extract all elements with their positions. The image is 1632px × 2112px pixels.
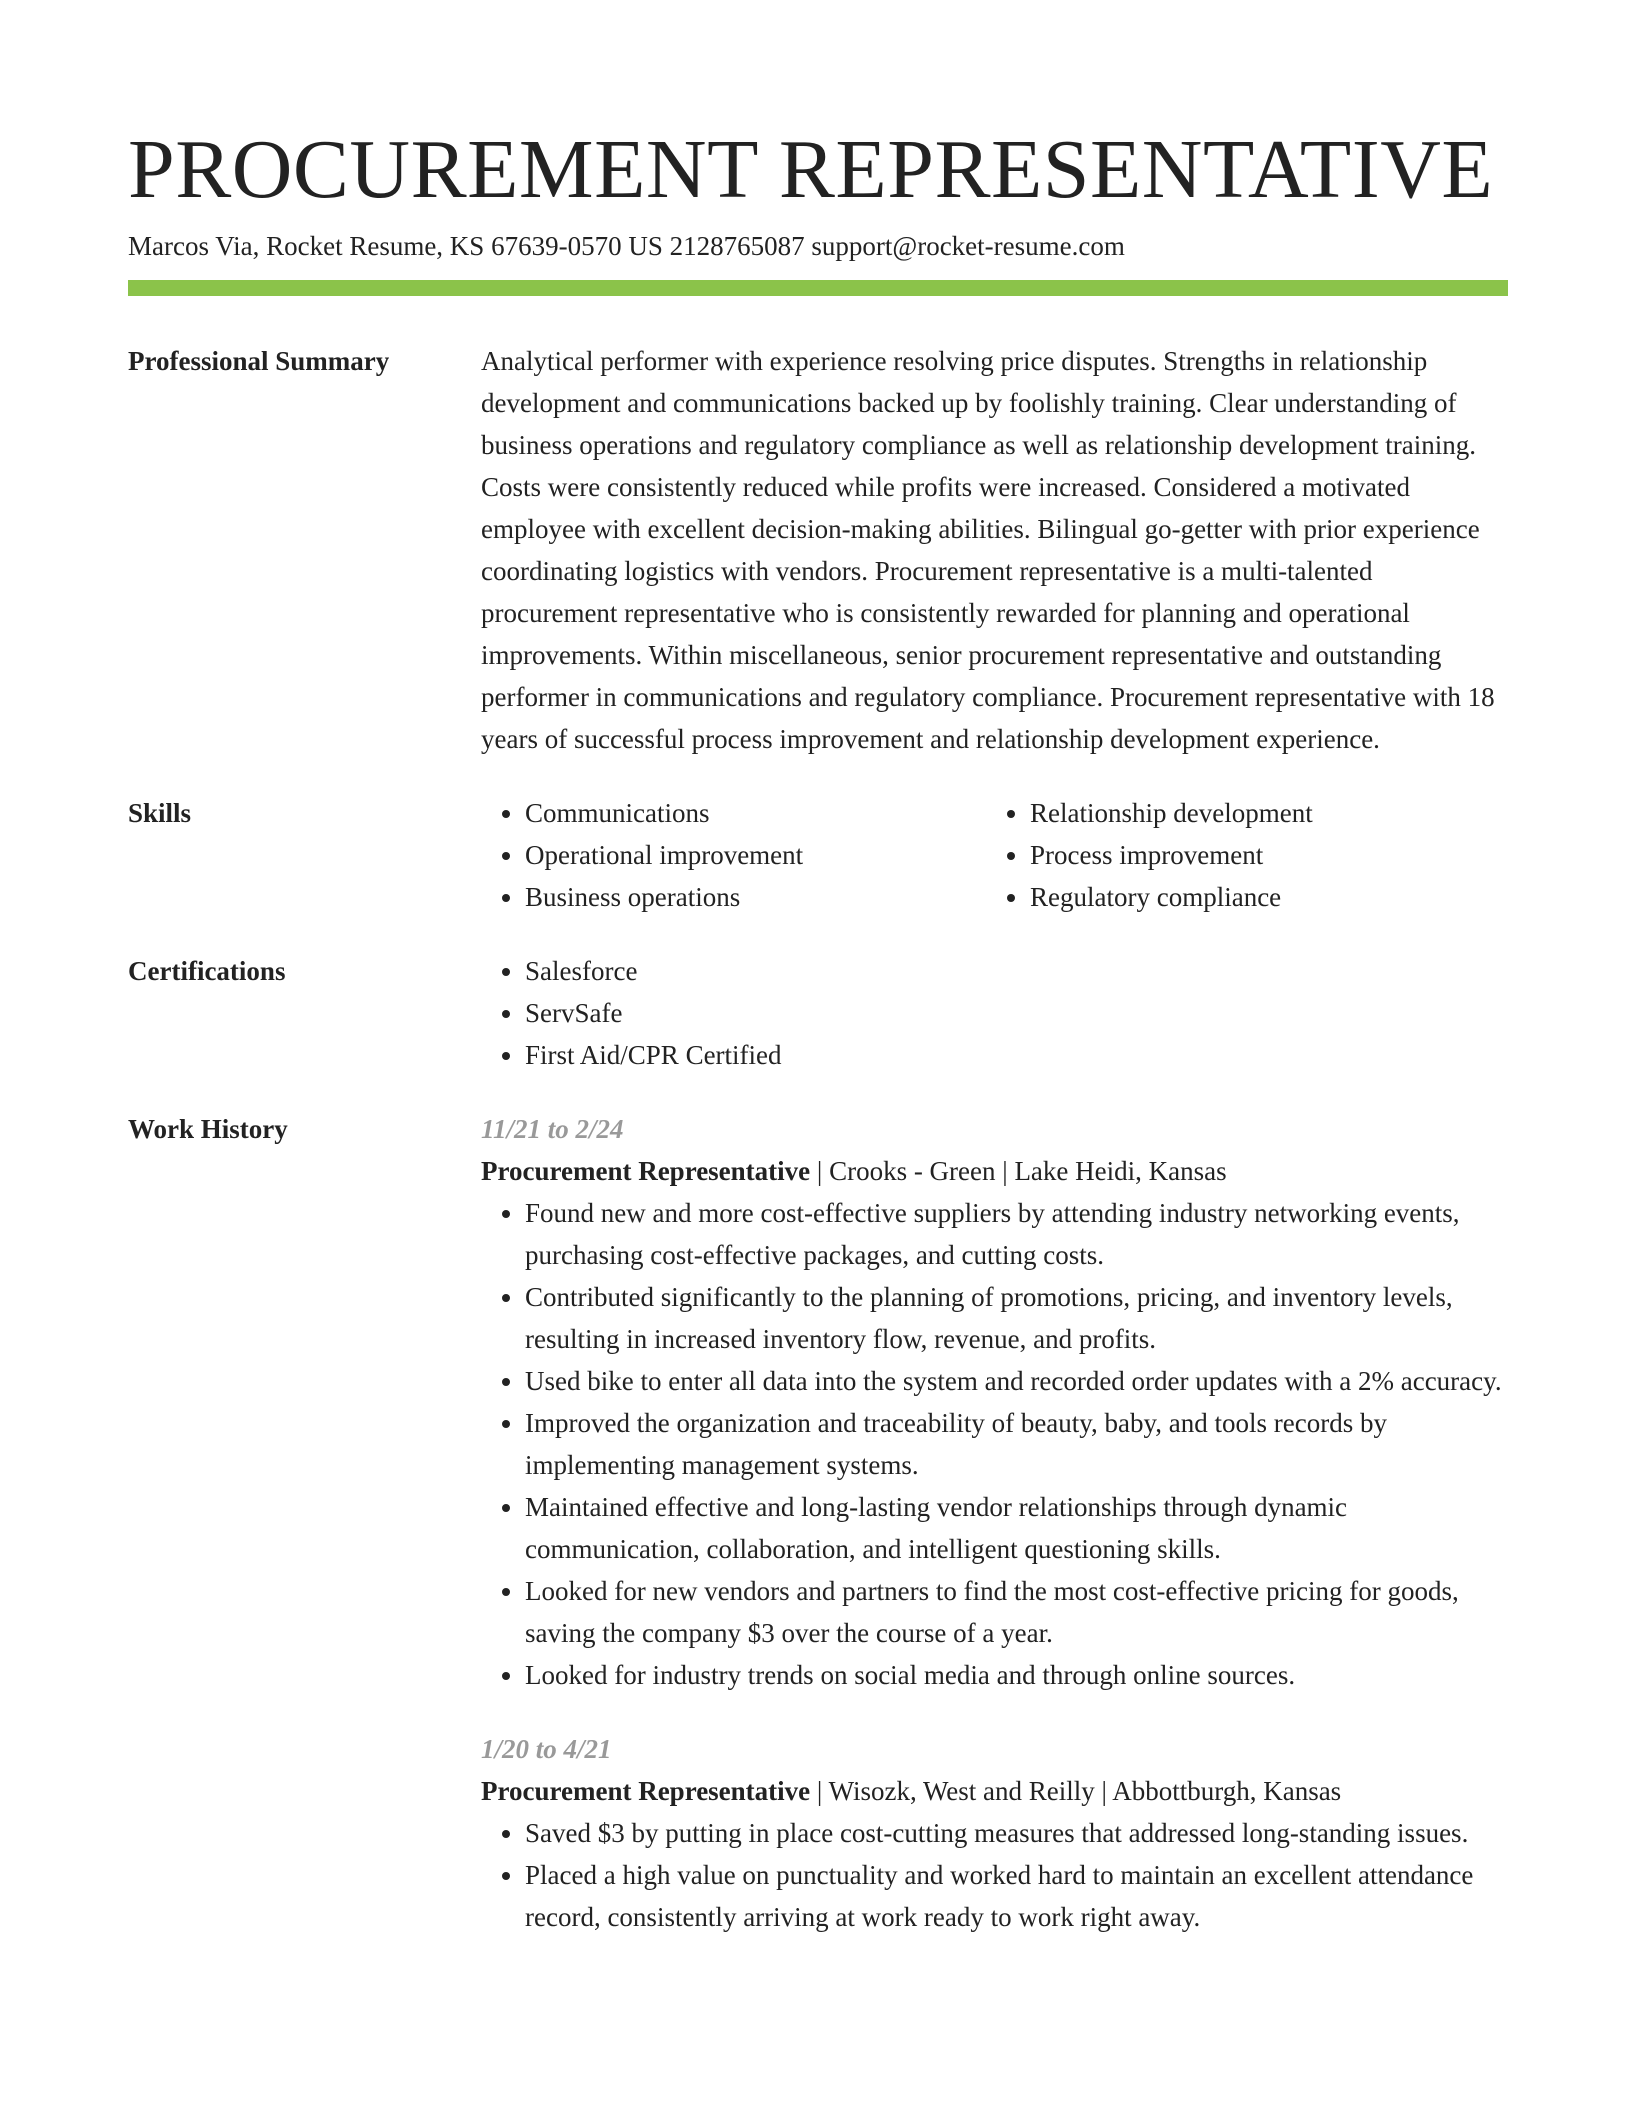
job-dates: 11/21 to 2/24 (481, 1114, 624, 1144)
summary-section (128, 340, 1508, 760)
work-history-section (128, 1108, 1508, 1938)
skills-column-left (481, 792, 986, 918)
skill-item: • Business operations (525, 876, 986, 918)
contact-line: Marcos Via, Rocket Resume, KS 67639-0570 US 2128765087 support@rocket-resume.com (128, 231, 1125, 261)
job-duty-item: • Found new and more cost-effective suppliers by attending industry networking events, purchasing cost-effective packages, and cutting costs. (525, 1192, 1508, 1276)
job-title: Procurement Representative (481, 1156, 811, 1186)
job-duty-item: • Looked for industry trends on social media and through online sources. (525, 1654, 1508, 1696)
skills-list (481, 792, 1508, 918)
certification-item: • Salesforce (525, 950, 1508, 992)
job-duty-item: • Saved $3 by putting in place cost-cutting measures that addressed long-standing issues. (525, 1812, 1508, 1854)
job-location: Lake Heidi, Kansas (1014, 1156, 1227, 1186)
skills-heading: Skills (128, 798, 192, 828)
skill-item: • Relationship development (1030, 792, 1491, 834)
job-separator: | (810, 1156, 830, 1186)
job-separator: | (995, 1156, 1015, 1186)
accent-divider (128, 280, 1508, 296)
job-duty-item: • Placed a high value on punctuality and worked hard to maintain an excellent attendance record, consistently arriving at work ready to work right away. (525, 1854, 1508, 1938)
job-duty-item: • Maintained effective and long-lasting vendor relationships through dynamic communication, collaboration, and intelligent questioning skills. (525, 1486, 1508, 1570)
job-duties (481, 1812, 1508, 1938)
certification-item: • ServSafe (525, 992, 1508, 1034)
job-company: Wisozk, West and Reilly (828, 1776, 1095, 1806)
job-dates: 1/20 to 4/21 (481, 1734, 612, 1764)
skill-item: • Operational improvement (525, 834, 986, 876)
summary-text: Analytical performer with experience resolving price disputes. Strengths in relationship development and communications backed up by foolishly training. Clear understanding of business operations and regulatory compliance as well as relationship development training. Costs were consistently reduced while profits were increased. Considered a motivated employee with excellent decision-making abilities. Bilingual go-getter with prior experience coordinating logistics with vendors. Procurement representative is a multi-talented procurement representative who is consistently rewarded for planning and operational improvements. Within miscellaneous, senior procurement representative and outstanding performer in communications and regulatory compliance. Procurement representative with 18 years of successful process improvement and relationship development experience. (481, 346, 1495, 754)
certifications-list (481, 950, 1508, 1076)
skills-column-right (986, 792, 1491, 918)
skill-item: • Communications (525, 792, 986, 834)
job-entry (481, 1728, 1508, 1938)
job-separator: | (810, 1776, 829, 1806)
skill-item: • Regulatory compliance (1030, 876, 1491, 918)
resume-title: PROCUREMENT REPRESENTATIVE (128, 123, 1494, 216)
skills-section (128, 792, 1508, 918)
job-duty-item: • Looked for new vendors and partners to find the most cost-effective pricing for goods, saving the company $3 over the course of a year. (525, 1570, 1508, 1654)
certifications-heading: Certifications (128, 956, 286, 986)
job-title: Procurement Representative (481, 1776, 811, 1806)
job-location: Abbottburgh, Kansas (1112, 1776, 1342, 1806)
job-entry (481, 1108, 1508, 1696)
certification-item: • First Aid/CPR Certified (525, 1034, 1508, 1076)
job-duty-item: • Improved the organization and traceability of beauty, baby, and tools records by implementing management systems. (525, 1402, 1508, 1486)
job-heading (481, 1770, 1508, 1812)
summary-heading: Professional Summary (128, 346, 390, 376)
job-company: Crooks - Green (829, 1156, 996, 1186)
certifications-section (128, 950, 1508, 1076)
job-duties (481, 1192, 1508, 1696)
job-heading (481, 1150, 1508, 1192)
resume-page (128, 120, 1508, 1938)
job-duty-item: • Used bike to enter all data into the system and recorded order updates with a 2% accuracy. (525, 1360, 1508, 1402)
work-history-heading: Work History (128, 1114, 288, 1144)
job-duty-item: • Contributed significantly to the planning of promotions, pricing, and inventory levels, resulting in increased inventory flow, revenue, and profits. (525, 1276, 1508, 1360)
work-history-list (481, 1108, 1508, 1938)
skill-item: • Process improvement (1030, 834, 1491, 876)
job-separator: | (1094, 1776, 1113, 1806)
